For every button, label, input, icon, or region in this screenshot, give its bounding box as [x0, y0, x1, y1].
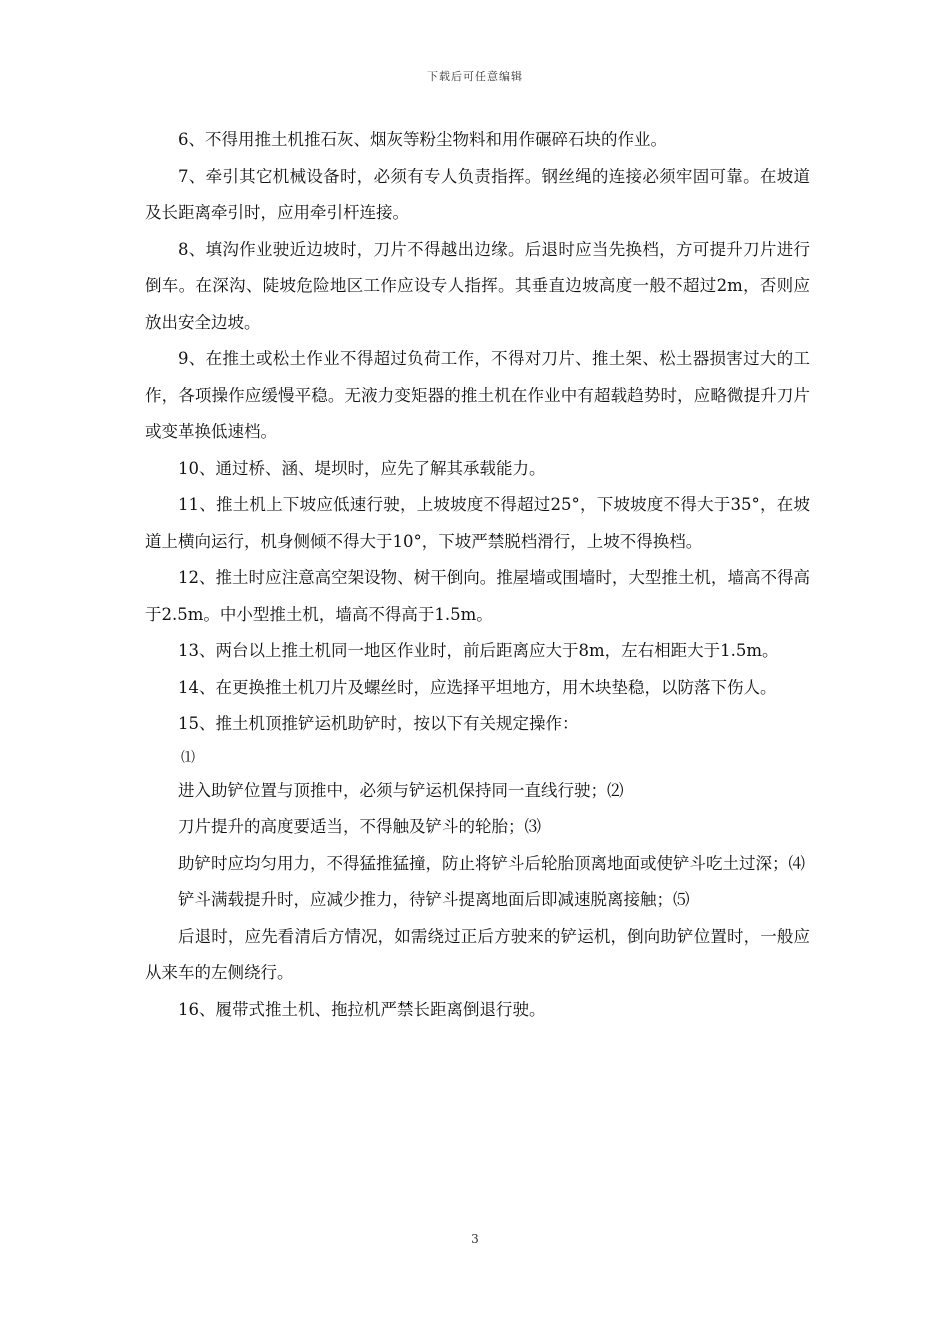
sub-item-marker-1: ⑴	[181, 749, 195, 766]
document-body	[145, 122, 810, 1028]
page-number: 3	[471, 1232, 479, 1246]
paragraph-rule-15: 15、推土机顶推铲运机助铲时，按以下有关规定操作：	[178, 714, 579, 733]
paragraph-rule-9: 9、在推土或松土作业不得超过负荷工作，不得对刀片、推土架、松土器损害过大的工作，各项操作应缓慢平稳。无液力变矩器的推土机在作业中有超载趋势时，应略微提升刀片或变革换低速档。	[145, 349, 810, 441]
paragraph-rule-6: 6、不得用推土机推石灰、烟灰等粉尘物料和用作碾碎石块的作业。	[178, 130, 667, 149]
paragraph-rule-8: 8、填沟作业驶近边坡时，刀片不得越出边缘。后退时应当先换档，方可提升刀片进行倒车。在深沟、陡坡危险地区工作应设专人指挥。其垂直边坡高度一般不超过2m，否则应放出安全边坡。	[145, 239, 810, 332]
sub-item-1: 进入助铲位置与顶推中，必须与铲运机保持同一直线行驶；⑵	[178, 780, 624, 800]
paragraph-rule-12: 12、推土时应注意高空架设物、树干倒向。推屋墙或围墙时，大型推土机，墙高不得高于2.5m。中小型推土机，墙高不得高于1.5m。	[145, 568, 810, 624]
paragraph-rule-7: 7、牵引其它机械设备时，必须有专人负责指挥。钢丝绳的连接必须牢固可靠。在坡道及长距离牵引时，应用牵引杆连接。	[145, 166, 810, 222]
paragraph-rule-16: 16、履带式推土机、拖拉机严禁长距离倒退行驶。	[178, 999, 546, 1019]
sub-item-2: 刀片提升的高度要适当，不得触及铲斗的轮胎；⑶	[178, 817, 541, 836]
paragraph-rule-11: 11、推土机上下坡应低速行驶，上坡坡度不得超过25°，下坡坡度不得大于35°，在坡道上横向运行，机身侧倾不得大于10°，下坡严禁脱档滑行，上坡不得换档。	[145, 495, 810, 551]
sub-item-4: 铲斗满载提升时，应减少推力，待铲斗提离地面后即减速脱离接触；⑸	[178, 890, 690, 909]
paragraph-rule-10: 10、通过桥、涵、堤坝时，应先了解其承载能力。	[178, 458, 546, 478]
page-header-note: 下载后可任意编辑	[427, 70, 523, 83]
paragraph-rule-13: 13、两台以上推土机同一地区作业时，前后距离应大于8m，左右相距大于1.5m。	[178, 641, 779, 660]
sub-item-5: 后退时，应先看清后方情况，如需绕过正后方驶来的铲运机，倒向助铲位置时，一般应从来车的左侧绕行。	[145, 926, 810, 982]
paragraph-rule-14: 14、在更换推土机刀片及螺丝时，应选择平坦地方，用木块垫稳，以防落下伤人。	[178, 677, 777, 697]
sub-item-3: 助铲时应均匀用力，不得猛推猛撞，防止将铲斗后轮胎顶离地面或使铲斗吃土过深；⑷	[178, 853, 805, 873]
